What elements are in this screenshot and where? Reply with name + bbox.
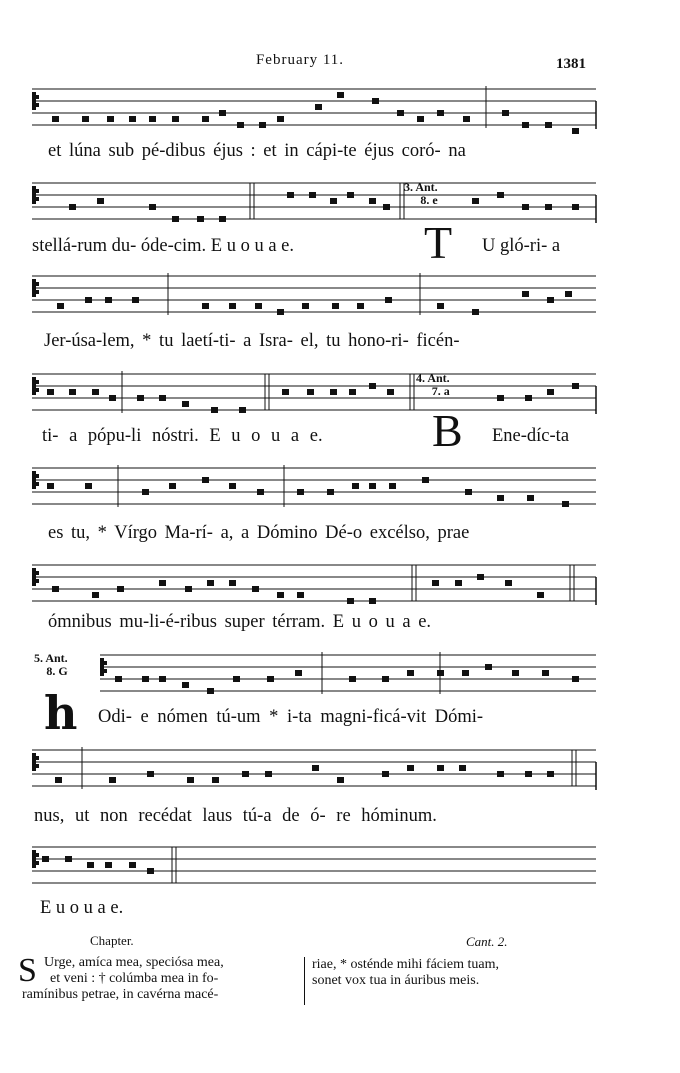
neume-note [497,771,504,777]
neume-note [337,92,344,98]
neume-note [383,204,390,210]
neume-note [255,303,262,309]
neume-note [211,407,218,413]
neume-note [212,777,219,783]
neume-note [502,110,509,116]
antiphon-number: 3. Ant. [404,180,438,194]
neume-note [229,580,236,586]
neume-note [172,216,179,222]
neume-note [182,401,189,407]
do-clef-icon [35,579,39,583]
do-clef-icon [32,850,36,868]
neume-note [149,204,156,210]
neume-note [537,592,544,598]
do-clef-icon [35,853,39,857]
neume-note [69,204,76,210]
neume-note [85,297,92,303]
do-clef-icon [103,661,107,665]
antiphon-initial: B [432,405,463,456]
neume-note [52,116,59,122]
neume-note [369,198,376,204]
neume-note [267,676,274,682]
neume-note [349,389,356,395]
neume-note [347,192,354,198]
do-clef-icon [32,377,36,395]
chapter-line: et veni : † colúmba mea in fo- [50,971,219,986]
neume-note [115,676,122,682]
neume-note [347,598,354,604]
chapter-reference: Cant. 2. [466,934,508,949]
do-clef-icon [35,380,39,384]
neume-note [117,586,124,592]
do-clef-icon [35,189,39,193]
neume-note [82,116,89,122]
neume-note [302,303,309,309]
neume-note [142,489,149,495]
neume-note [455,580,462,586]
do-clef-icon [32,568,36,586]
neume-note [547,771,554,777]
do-clef-icon [32,92,36,110]
antiphon-number: 4. Ant. [416,371,450,385]
neume-note [572,128,579,134]
do-clef-icon [32,186,36,204]
do-clef-icon [32,279,36,297]
neume-note [92,592,99,598]
neume-note [207,688,214,694]
neume-note [282,389,289,395]
neume-note [295,670,302,676]
neume-note [52,586,59,592]
staff-2 [0,171,680,235]
neume-note [497,192,504,198]
chapter-line: Urge, amíca mea, speciósa mea, [44,955,224,970]
neume-note [512,670,519,676]
neume-note [397,110,404,116]
neume-note [382,676,389,682]
neume-note [572,676,579,682]
lyric-line: ti- a pópu-li nóstri. E u o u a e. [42,426,323,446]
initial-continuation: Ene-díc-ta [492,426,570,446]
neume-note [562,501,569,507]
neume-note [42,856,49,862]
neume-note [219,216,226,222]
chapter-line: riae, * osténde mihi fáciem tuam, [312,957,499,972]
neume-note [132,297,139,303]
neume-note [485,664,492,670]
neume-note [69,389,76,395]
neume-note [307,389,314,395]
do-clef-icon [35,197,39,201]
column-divider [304,957,305,1005]
neume-note [105,862,112,868]
neume-note [107,116,114,122]
neume-note [277,309,284,315]
do-clef-icon [35,103,39,107]
neume-note [389,483,396,489]
chapter-line: ramínibus petrae, in cavérna macé- [22,987,219,1002]
running-title: February 11. [255,52,345,68]
do-clef-icon [100,658,104,676]
neume-note [259,122,266,128]
do-clef-icon [35,861,39,865]
neume-note [385,297,392,303]
antiphon-number: 5. Ant. [34,651,68,665]
neume-note [315,104,322,110]
neume-note [129,862,136,868]
neume-note [387,389,394,395]
neume-note [522,291,529,297]
neume-note [369,598,376,604]
do-clef-icon [35,388,39,392]
neume-note [382,771,389,777]
antiphon-initial: h [44,686,78,740]
antiphon-label [416,372,450,398]
neume-note [237,122,244,128]
neume-note [277,116,284,122]
lyric-line: Jer-úsa-lem, * tu laetí-ti- a Isra- el, tu hono-ri- ficén- [44,331,460,351]
neume-note [159,395,166,401]
neume-note [437,110,444,116]
neume-note [352,483,359,489]
neume-note [462,670,469,676]
staff-8 [0,738,680,802]
neume-note [202,477,209,483]
neume-note [542,670,549,676]
neume-note [372,98,379,104]
neume-note [109,777,116,783]
neume-note [182,682,189,688]
neume-note [477,574,484,580]
neume-note [65,856,72,862]
neume-note [327,489,334,495]
neume-note [207,580,214,586]
neume-note [312,765,319,771]
do-clef-icon [103,669,107,673]
neume-note [85,483,92,489]
neume-note [197,216,204,222]
neume-note [472,198,479,204]
do-clef-icon [35,571,39,575]
neume-note [147,771,154,777]
neume-note [169,483,176,489]
neume-note [465,489,472,495]
neume-note [545,204,552,210]
lyric-line: Odi- e nómen tú-um * i-ta magni-ficá-vit Dómi- [98,707,484,727]
staff-5 [0,456,680,520]
neume-note [297,489,304,495]
neume-note [417,116,424,122]
do-clef-icon [32,471,36,489]
neume-note [265,771,272,777]
staff-6 [0,553,680,617]
neume-note [57,303,64,309]
lyric-line: ómnibus mu-li-é-ribus super térram. E u o u a e. [48,612,432,632]
antiphon-mode: 7. a [431,384,450,398]
neume-note [239,407,246,413]
antiphon-label [34,652,68,678]
neume-note [349,676,356,682]
neume-note [187,777,194,783]
neume-note [142,676,149,682]
neume-note [330,198,337,204]
neume-note [407,765,414,771]
neume-note [565,291,572,297]
neume-note [277,592,284,598]
neume-note [252,586,259,592]
staff-9 [0,835,680,899]
neume-note [309,192,316,198]
neume-note [472,309,479,315]
neume-note [137,395,144,401]
neume-note [527,495,534,501]
lyric-line: stellá-rum du- óde-cim. E u o u a e. [32,236,294,256]
neume-note [109,395,116,401]
neume-note [330,389,337,395]
do-clef-icon [35,282,39,286]
neume-note [463,116,470,122]
chapter-dropcap: S [18,952,37,989]
neume-note [129,116,136,122]
neume-note [87,862,94,868]
neume-note [505,580,512,586]
neume-note [92,389,99,395]
lyric-line: et lúna sub pé-dibus éjus : et in cápi-te éjus coró- na [48,141,466,161]
neume-note [437,765,444,771]
neume-note [357,303,364,309]
neume-note [97,198,104,204]
neume-note [172,116,179,122]
neume-note [437,303,444,309]
neume-note [547,389,554,395]
neume-note [369,483,376,489]
chapter-heading: Chapter. [90,933,134,948]
staff-3 [0,264,680,328]
neume-note [332,303,339,309]
do-clef-icon [35,756,39,760]
neume-note [242,771,249,777]
neume-note [547,297,554,303]
lyric-line: nus, ut non recédat laus tú-a de ó- re hóminum. [34,806,437,826]
neume-note [572,204,579,210]
neume-note [202,303,209,309]
neume-note [459,765,466,771]
antiphon-mode: 8. G [46,664,68,678]
neume-note [185,586,192,592]
antiphon-label [404,181,438,207]
neume-note [147,868,154,874]
do-clef-icon [35,95,39,99]
neume-note [257,489,264,495]
neume-note [229,483,236,489]
neume-note [287,192,294,198]
neume-note [522,204,529,210]
neume-note [545,122,552,128]
neume-note [229,303,236,309]
neume-note [337,777,344,783]
lyric-line: es tu, * Vírgo Ma-rí- a, a Dómino Dé-o excélso, prae [48,523,470,543]
staff-7 [0,643,680,707]
do-clef-icon [35,290,39,294]
neume-note [219,110,226,116]
neume-note [369,383,376,389]
do-clef-icon [35,474,39,478]
neume-note [497,395,504,401]
antiphon-mode: 8. e [420,193,438,207]
neume-note [159,676,166,682]
antiphon-initial: T [424,217,453,268]
lyric-line: E u o u a e. [40,898,124,918]
neume-note [297,592,304,598]
neume-note [497,495,504,501]
initial-continuation: U gló-ri- a [482,236,561,256]
page-number: 1381 [556,56,586,72]
neume-note [407,670,414,676]
neume-note [432,580,439,586]
neume-note [47,389,54,395]
staff-1 [0,77,680,141]
neume-note [572,383,579,389]
do-clef-icon [35,764,39,768]
neume-note [422,477,429,483]
do-clef-icon [32,753,36,771]
neume-note [233,676,240,682]
chapter-line: sonet vox tua in áuribus meis. [312,973,480,988]
do-clef-icon [35,482,39,486]
neume-note [105,297,112,303]
neume-note [525,771,532,777]
staff-4 [0,362,680,426]
neume-note [149,116,156,122]
neume-note [47,483,54,489]
neume-note [202,116,209,122]
neume-note [525,395,532,401]
neume-note [55,777,62,783]
neume-note [159,580,166,586]
neume-note [522,122,529,128]
